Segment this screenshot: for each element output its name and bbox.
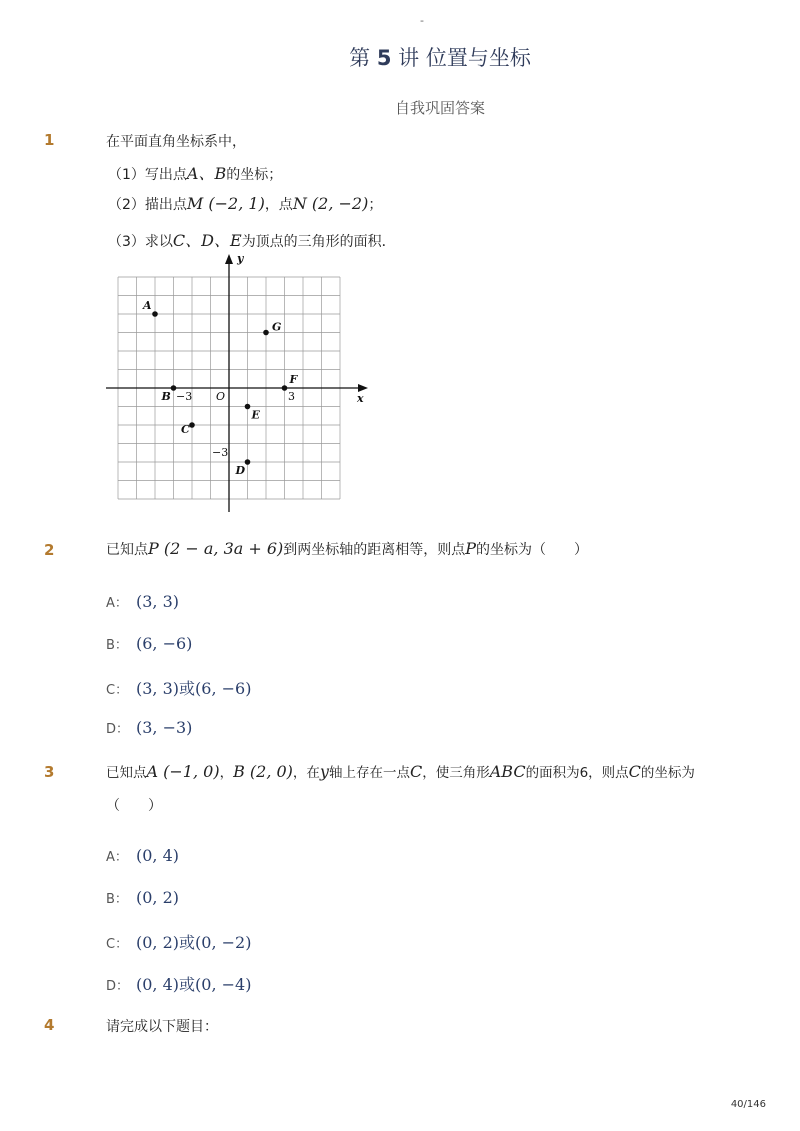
q3-option-d[interactable]: D： (0, 4)或(0, −4): [106, 975, 252, 994]
point-g: [263, 330, 269, 336]
q1-stem: 在平面直角坐标系中，: [106, 134, 246, 150]
point-label-a: A: [143, 299, 152, 312]
x-axis-arrow-icon: [358, 384, 368, 392]
q3-option-c[interactable]: C： (0, 2)或(0, −2): [106, 933, 252, 952]
point-label-e: E: [251, 408, 260, 422]
section-subtitle: 自我巩固答案: [394, 99, 485, 117]
q1-sub3: （3）求以C、D、E为顶点的三角形的面积．: [108, 231, 396, 250]
point-label-c: C: [181, 423, 190, 436]
tick-label-y-neg3: −3: [212, 446, 229, 459]
q2-option-c[interactable]: C： (3, 3)或(6, −6): [106, 679, 252, 698]
point-c: [189, 422, 195, 428]
q1-sub1: （1）写出点A、B的坐标；: [108, 164, 283, 183]
q3-stem: 已知点A (−1, 0)，B (2, 0)，在y轴上存在一点C，使三角形ABC的面积为6，则点C的坐标为: [106, 762, 695, 781]
q2-option-d[interactable]: D： (3, −3): [106, 718, 193, 737]
page-number: 40/146: [730, 1099, 766, 1110]
coordinate-grid-figure: [100, 250, 380, 515]
x-axis-label: x: [357, 392, 364, 405]
question-number-2: 2: [44, 541, 55, 559]
point-label-d: D: [235, 464, 246, 477]
point-a: [152, 311, 158, 317]
y-axis-arrow-icon: [225, 254, 233, 264]
y-axis-label: y: [237, 252, 244, 265]
tick-label-x-neg3: −3: [176, 390, 193, 403]
q2-option-b[interactable]: B： (6, −6): [106, 634, 193, 653]
point-label-g: G: [272, 320, 282, 334]
q3-option-a[interactable]: A： (0, 4): [106, 846, 180, 865]
q2-option-a[interactable]: A： (3, 3): [106, 592, 180, 611]
point-b: [171, 385, 177, 391]
q2-stem: 已知点P (2 − a, 3a + 6)到两坐标轴的距离相等，则点P的坐标为（ ）: [106, 539, 589, 558]
origin-label: O: [216, 390, 226, 403]
point-e: [245, 404, 251, 410]
question-number-4: 4: [44, 1016, 55, 1034]
top-mark: -: [420, 14, 424, 27]
question-number-3: 3: [44, 763, 55, 781]
q1-sub2: （2）描出点M (−2, 1)，点N (2, −2)；: [108, 194, 383, 213]
question-number-1: 1: [44, 131, 55, 149]
point-d: [245, 459, 251, 465]
q3-stem-line2: （ ）: [106, 798, 162, 814]
lesson-title: 第 5 讲 位置与坐标: [349, 46, 531, 70]
q4-stem: 请完成以下题目：: [106, 1019, 218, 1035]
point-label-b: B: [161, 390, 171, 403]
tick-label-x-pos3: 3: [288, 390, 295, 403]
q3-option-b[interactable]: B： (0, 2): [106, 888, 180, 907]
point-f: [282, 385, 288, 391]
point-label-f: F: [289, 373, 298, 386]
